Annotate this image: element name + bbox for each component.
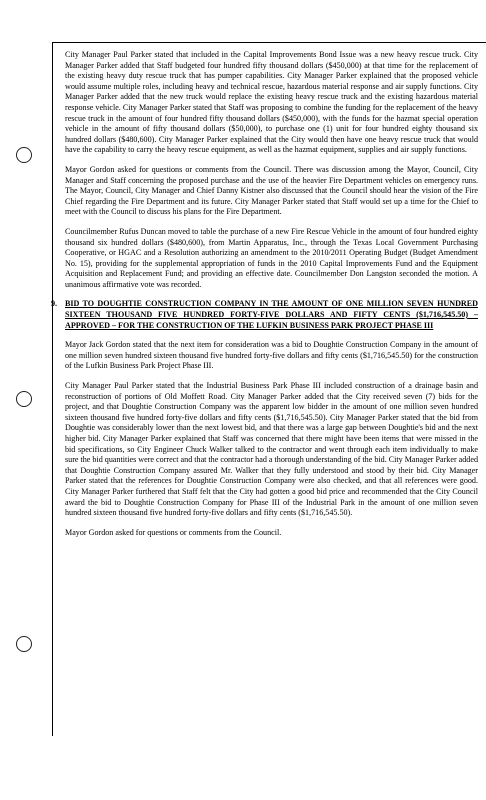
paragraph-council-discussion: Mayor Gordon asked for questions or comments from the Council. There was discussion among the Mayor, Council, City Manager and Staff concerning the proposed purchase and the use of the heavier Fire Department vehicles on emergency runs. The Mayor, Council, City Manager and Chief Danny Kistner also discussed that the Council should hear the vision of the Fire Chief regarding the Fire Department and its future. City Manager Parker stated that Staff would set up a time for the Chief to meet with the Council to discuss his plans for the Fire Department. — [65, 164, 478, 217]
agenda-item-9 — [51, 299, 478, 331]
paragraph-rescue-truck: City Manager Paul Parker stated that included in the Capital Improvements Bond Issue was a new heavy rescue truck. City Manager Parker added that Staff budgeted four hundred fifty thousand dollars ($450,000) at that time for the replacement of the existing heavy duty rescue truck that has pumper capabilities. City Manager Parker explained that the proposed vehicle would assume multiple roles, including heavy and technical rescue, hazardous material response and air supply functions. City Manager Parker added that the new truck would replace the existing heavy rescue truck and the existing hazardous material response vehicle. City Manager Parker stated that Staff was proposing to combine the funding for the replacement of the heavy rescue truck in the amount of four hundred fifty thousand dollars ($450,000), with the funds for the hazmat special operation vehicle in the amount of fifty thousand dollars ($50,000), to purchase one (1) unit for four hundred eighty thousand six hundred dollars ($480,600). City Manager Parker explained that the City would then have one heavy rescue truck that would have the capability to carry the heavy rescue equipment, as well as the hazmat equipment, supplies and air supply functions. — [65, 50, 478, 155]
paragraph-mayor-question: Mayor Gordon asked for questions or comments from the Council. — [65, 527, 282, 537]
document-body — [51, 50, 478, 547]
agenda-item-number: 9. — [51, 299, 58, 309]
agenda-item-title: BID TO DOUGHTIE CONSTRUCTION COMPANY IN THE AMOUNT OF ONE MILLION SEVEN HUNDRED SIXTEEN THOUSAND FIVE HUNDRED FORTY-FIVE DOLLARS AND FIFTY CENTS ($1,716,545.50) – APPROVED – FOR THE CONSTRUCTION OF THE LUFKIN BUSINESS PARK PROJECT PHASE III — [65, 299, 478, 330]
binder-hole-bottom — [16, 636, 32, 652]
paragraph-bid-details: City Manager Paul Parker stated that the Industrial Business Park Phase III included construction of a drainage basin and reconstruction of portions of Old Moffett Road. City Manager Parker added that the City received seven (7) bids for the project, and that Doughtie Construction Company was the apparent low bidder in the amount of one million seven hundred sixteen thousand five hundred forty-five dollars and fifty cents ($1,716,545.50). City Manager Parker stated that the bid from Doughtie was considerably lower than the next lowest bid, and that there was a large gap between Doughtie's bid and the next higher bid. City Manager Parker explained that Staff was concerned that there might have been items that were missed in the bid specifications, so City Engineer Chuck Walker talked to the contractor and went through each item individually to make sure the bid quantities were correct and that the contractor had a thorough understanding of the bid. City Manager Parker added that Doughtie Construction Company assured Mr. Walker that they fully understood and stood by their bid. City Manager Parker stated that the references for Doughtie Construction Company were also checked, and that all references were good. City Manager Parker furthered that Staff felt that the City had gotten a good bid price and recommended that the City Council award the bid to Doughtie Construction Company for Phase III of the Industrial Park in the amount of one million seven hundred sixteen thousand five hundred forty-five dollars and fifty cents ($1,716,545.50). — [65, 381, 478, 518]
paragraph-bid-intro: Mayor Jack Gordon stated that the next item for consideration was a bid to Doughtie Construction Company in the amount of one million seven hundred sixteen thousand five hundred forty-five dollars and fifty cents ($1,716,545.50) for the construction of the Lufkin Business Park Project Phase III. — [65, 340, 478, 371]
binder-hole-top — [16, 147, 32, 163]
paragraph-motion-to-table: Councilmember Rufus Duncan moved to table the purchase of a new Fire Rescue Vehicle in the amount of four hundred eighty thousand six hundred dollars ($480,600), from Martin Apparatus, Inc., through the Texas Local Government Purchasing Cooperative, or HGAC and a Resolution authorizing an amendment to the 2010/2011 Operating Budget (Budget Amendment No. 15), providing for the supplemental appropriation of funds in the 2010 Capital Improvements Fund and the Equipment Acquisition and Replacement Fund; and providing an effective date. Councilmember Don Langston seconded the motion. A unanimous affirmative vote was recorded. — [65, 226, 478, 289]
document-page — [52, 42, 486, 736]
binder-hole-middle — [16, 391, 32, 407]
